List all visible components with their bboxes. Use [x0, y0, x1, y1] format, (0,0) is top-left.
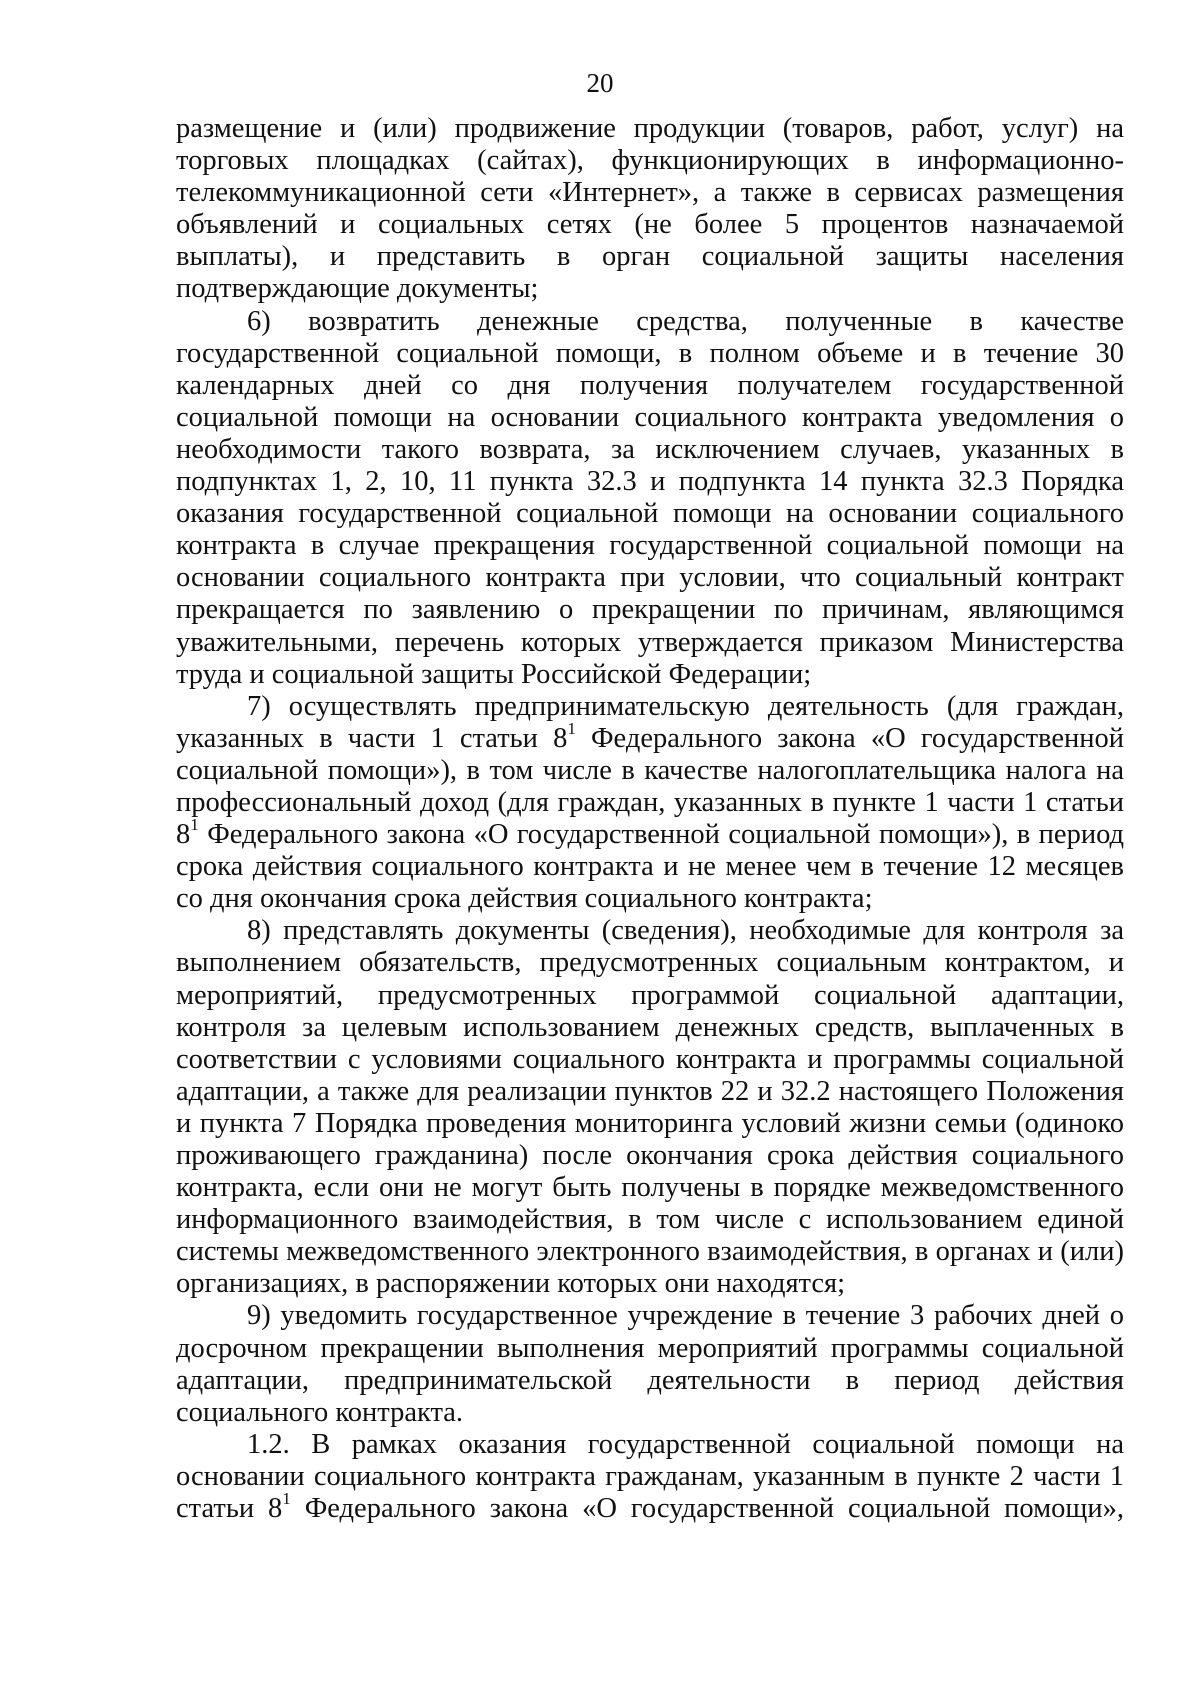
- paragraph-section-1-2: [176, 1429, 1124, 1525]
- paragraph-item-8: [176, 915, 1124, 1300]
- document-body: [176, 113, 1124, 1525]
- paragraph-text: Федерального закона «О государственной социальной помощи»,: [290, 1493, 1124, 1525]
- paragraph-continuation: [176, 113, 1124, 306]
- paragraph-text: Федерального закона «О государственной социальной помощи»), в период срока действия социального контракта и не менее чем в течение 12 месяцев со дня окончания срока действия социального контракта;: [176, 819, 1124, 915]
- superscript: 1: [282, 1488, 291, 1508]
- paragraph-item-6: [176, 306, 1124, 691]
- paragraph-text: 8) представлять документы (сведения), необходимые для контроля за выполнением обязательств, предусмотренных социальным контрактом, и мероприятий, предусмотренных программой социальной адаптации, контроля за целевым использованием денежных средств, выплаченных в соответствии с условиями социального контракта и программы социальной адаптации, а также для реализации пунктов 22 и 32.2 настоящего Положения и пункта 7 Порядка проведения мониторинга условий жизни семьи (одиноко проживающего гражданина) после окончания срока действия социального контракта, если они не могут быть получены в порядке межведомственного информационного взаимодействия, в том числе с использованием единой системы межведомственного электронного взаимодействия, в органах и (или) организациях, в распоряжении которых они находятся;: [176, 915, 1124, 1300]
- paragraph-text: размещение и (или) продвижение продукции (товаров, работ, услуг) на торговых площадках (сайтах), функционирующих в информационно-телекоммуникационной сети «Интернет», а также в сервисах размещения объявлений и социальных сетях (не более 5 процентов назначаемой выплаты), и представить в орган социальной защиты населения подтверждающие документы;: [176, 113, 1124, 305]
- paragraph-text: 6) возвратить денежные средства, полученные в качестве государственной социальной помощи, в полном объеме и в течение 30 календарных дней со дня получения получателем государственной социальной помощи на основании социального контракта уведомления о необходимости такого возврата, за исключением случаев, указанных в подпунктах 1, 2, 10, 11 пункта 32.3 и подпункта 14 пункта 32.3 Порядка оказания государственной социальной помощи на основании социального контракта в случае прекращения государственной социальной помощи на основании социального контракта при условии, что социальный контракт прекращается по заявлению о прекращении по причинам, являющимся уважительными, перечень которых утверждается приказом Министерства труда и социальной защиты Российской Федерации;: [176, 305, 1124, 690]
- superscript: 1: [567, 718, 576, 738]
- paragraph-text: 9) уведомить государственное учреждение в течение 3 рабочих дней о досрочном прекращении выполнения мероприятий программы социальной адаптации, предпринимательской деятельности в период действия социального контракта.: [176, 1300, 1124, 1428]
- paragraph-text: Федерального закона «О государственной социальной помощи»), в том числе в качестве налогоплательщика налога на профессиональный доход (для граждан, указанных в пункте 1 части 1 статьи 8: [176, 722, 1124, 851]
- paragraph-text: 1.2. В рамках оказания государственной социальной помощи на основании социального контракта гражданам, указанным в пункте 2 части 1 статьи 8: [176, 1428, 1124, 1525]
- paragraph-item-9: [176, 1300, 1124, 1428]
- paragraph-text: 7) осуществлять предпринимательскую деятельность (для граждан, указанных в части 1 статьи 8: [176, 690, 1124, 754]
- paragraph-item-7: [176, 691, 1124, 916]
- page-number: 20: [586, 68, 614, 98]
- superscript: 1: [190, 815, 199, 834]
